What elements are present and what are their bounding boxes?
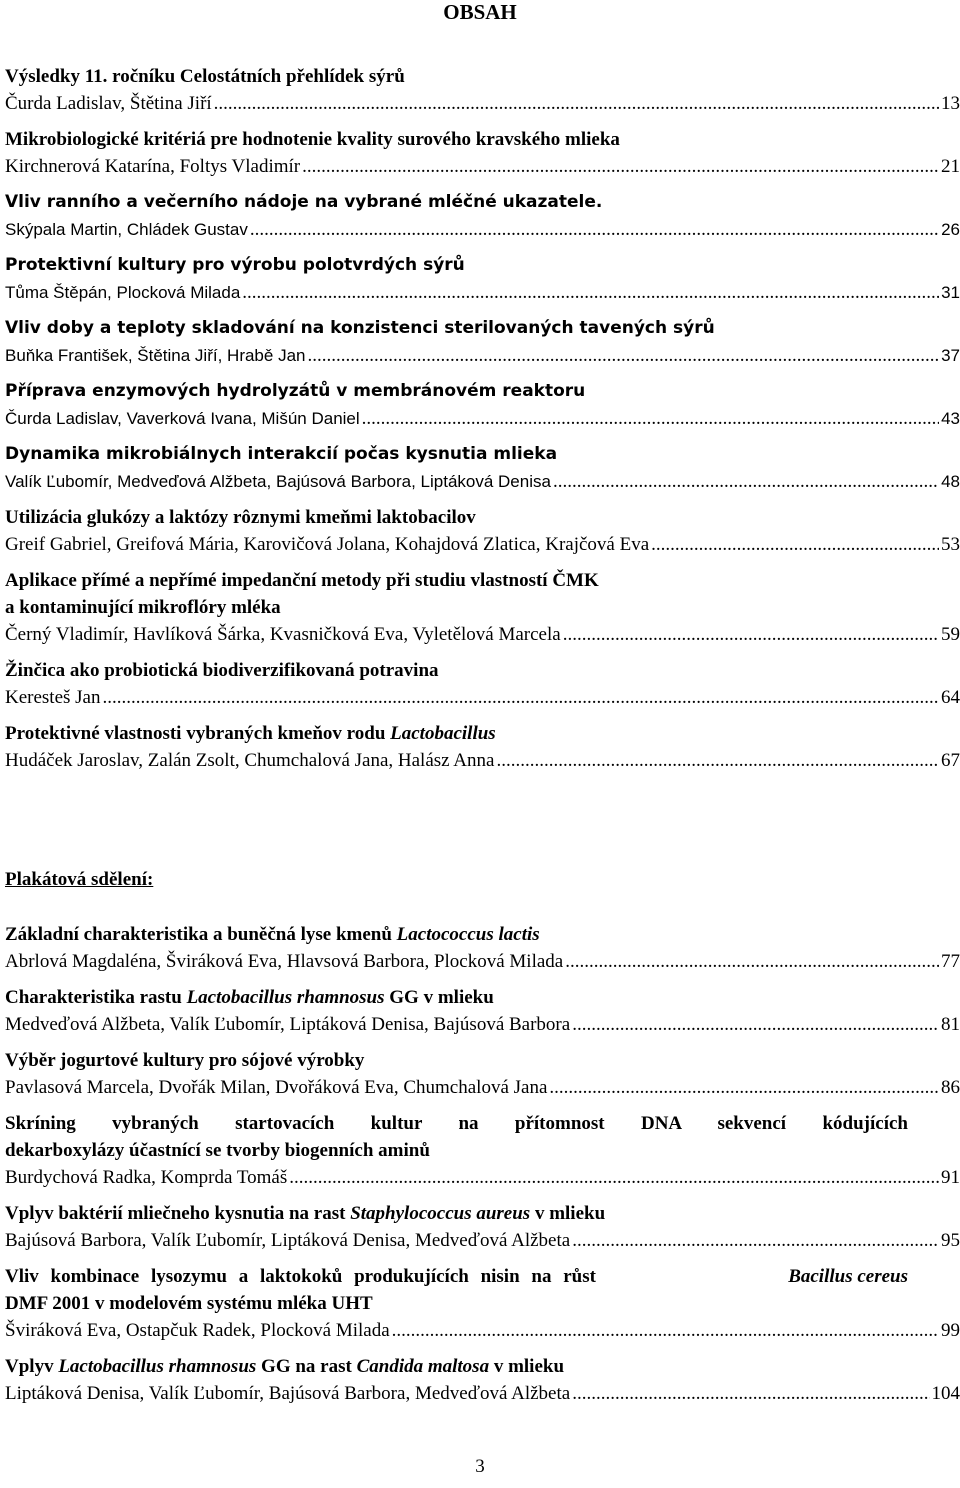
dot-leader [651, 531, 939, 558]
entry-line [5, 1164, 960, 1191]
entry-title-italic: Lactococcus lactis [396, 924, 540, 945]
entry-title [5, 1200, 960, 1227]
dot-leader [250, 216, 939, 243]
dot-leader [496, 747, 939, 774]
entry-title-line2: DMF 2001 v modelovém systému mléka UHT [5, 1293, 373, 1314]
entry-title-italic: Bacillus cereus [788, 1266, 908, 1287]
entry-title-text: Protektivné vlastnosti vybraných kmeňov rodu [5, 723, 391, 744]
entry-page: 91 [941, 1167, 960, 1188]
toc-entry [5, 567, 960, 648]
dot-leader [392, 1317, 939, 1344]
dot-leader [563, 621, 939, 648]
toc-entry [5, 720, 960, 774]
toc-entry [5, 189, 960, 243]
entry-page: 37 [941, 346, 960, 365]
entry-title: Žinčica ako probiotická biodiverzifikovaná potravina [5, 660, 439, 681]
entry-title-text-mid: GG na rast [256, 1356, 357, 1377]
entry-title-italic-2: Candida maltosa [356, 1356, 490, 1377]
entry-line [5, 405, 960, 432]
entry-title-text-end: v mlieku [489, 1356, 565, 1377]
entry-line [5, 747, 960, 774]
entry-authors: Burdychová Radka, Komprda Tomáš [5, 1167, 288, 1188]
entry-authors: Hudáček Jaroslav, Zalán Zsolt, Chumchalová Jana, Halász Anna [5, 750, 495, 771]
entry-line [5, 153, 960, 180]
entry-authors: Medveďová Alžbeta, Valík Ľubomír, Liptáková Denisa, Bajúsová Barbora [5, 1014, 571, 1035]
toc-entry [5, 984, 960, 1038]
entry-line [5, 468, 960, 495]
entry-authors: Čurda Ladislav, Štětina Jiří [5, 93, 212, 114]
toc-entry [5, 1263, 960, 1344]
entry-line [5, 1011, 960, 1038]
entry-page: 31 [941, 283, 960, 302]
toc-entry [5, 441, 960, 495]
entry-page: 81 [941, 1014, 960, 1035]
entry-title [5, 720, 960, 747]
entry-title [5, 984, 960, 1011]
entry-title-line2: a kontaminující mikroflóry mléka [5, 597, 281, 618]
entry-page: 48 [941, 472, 960, 491]
entry-line [5, 279, 960, 306]
entry-title: Výběr jogurtové kultury pro sójové výrobky [5, 1050, 365, 1071]
dot-leader [549, 1074, 939, 1101]
entry-line [5, 1380, 960, 1407]
entry-authors: Greif Gabriel, Greifová Mária, Karovičová Jolana, Kohajdová Zlatica, Krajčová Eva [5, 534, 650, 555]
toc-entry [5, 1110, 960, 1191]
dot-leader [242, 279, 939, 306]
toc-entry [5, 504, 960, 558]
dot-leader [214, 90, 939, 117]
entry-authors: Kirchnerová Katarína, Foltys Vladimír [5, 156, 301, 177]
entry-line [5, 531, 960, 558]
entry-page: 43 [941, 409, 960, 428]
section-heading-posters: Plakátová sdělení: [5, 869, 154, 890]
entry-line [5, 948, 960, 975]
entry-title-italic: Lactobacillus rhamnosus [58, 1356, 257, 1377]
entry-title-text: Vliv kombinace lysozymu a laktokoků produkujících nisin na růst [5, 1266, 596, 1287]
dot-leader [572, 1380, 929, 1407]
entry-title-text: Vplyv baktérií mliečneho kysnutia na rast [5, 1203, 351, 1224]
dot-leader [572, 1011, 939, 1038]
entry-page: 26 [941, 220, 960, 239]
entry-page: 99 [941, 1320, 960, 1341]
entry-authors: Buňka František, Štětina Jiří, Hrabě Jan [5, 346, 306, 365]
toc-entry [5, 252, 960, 306]
dot-leader [302, 153, 939, 180]
entry-title-line2: dekarboxylázy účastnící se tvorby biogenních aminů [5, 1140, 430, 1161]
entry-title: Vliv doby a teploty skladování na konzistenci sterilovaných tavených sýrů [5, 318, 715, 338]
dot-leader [289, 1164, 939, 1191]
entry-authors: Pavlasová Marcela, Dvořák Milan, Dvořáková Eva, Chumchalová Jana [5, 1077, 548, 1098]
dot-leader [572, 1227, 939, 1254]
entry-page: 59 [941, 624, 960, 645]
table-of-contents-posters [5, 921, 960, 1416]
entry-page: 21 [941, 156, 960, 177]
entry-title: Aplikace přímé a nepřímé impedanční metody při studiu vlastností ČMK [5, 570, 599, 591]
dot-leader [103, 684, 940, 711]
entry-title-text: Charakteristika rastu [5, 987, 187, 1008]
page-number: 3 [475, 1456, 485, 1477]
dot-leader [553, 468, 939, 495]
entry-title-text-end: v mlieku [530, 1203, 606, 1224]
entry-line [5, 1317, 960, 1344]
entry-title: Vliv ranního a večerního nádoje na vybrané mléčné ukazatele. [5, 192, 603, 212]
toc-entry [5, 1353, 960, 1407]
entry-title-text-end: GG v mlieku [384, 987, 494, 1008]
entry-page: 95 [941, 1230, 960, 1251]
toc-entry [5, 1047, 960, 1101]
entry-title: Výsledky 11. ročníku Celostátních přehlídek sýrů [5, 66, 405, 87]
entry-line [5, 684, 960, 711]
entry-authors: Keresteš Jan [5, 687, 101, 708]
toc-entry [5, 315, 960, 369]
entry-line [5, 342, 960, 369]
entry-title [5, 921, 960, 948]
entry-authors: Bajúsová Barbora, Valík Ľubomír, Liptáková Denisa, Medveďová Alžbeta [5, 1230, 571, 1251]
entry-title [5, 1353, 960, 1380]
entry-title: Utilizácia glukózy a laktózy rôznymi kmeňmi laktobacilov [5, 507, 476, 528]
entry-authors: Valík Ľubomír, Medveďová Alžbeta, Bajúsová Barbora, Liptáková Denisa [5, 472, 551, 491]
entry-title: Mikrobiologické kritériá pre hodnotenie kvality surového kravského mlieka [5, 129, 620, 150]
entry-title-italic: Lactobacillus [390, 723, 496, 744]
entry-line [5, 1227, 960, 1254]
entry-line [5, 621, 960, 648]
entry-page: 64 [941, 687, 960, 708]
entry-page: 53 [941, 534, 960, 555]
entry-page: 13 [941, 93, 960, 114]
entry-authors: Liptáková Denisa, Valík Ľubomír, Bajúsová Barbora, Medveďová Alžbeta [5, 1383, 571, 1404]
entry-authors: Skýpala Martin, Chládek Gustav [5, 220, 248, 239]
entry-title: Dynamika mikrobiálnych interakcií počas kysnutia mlieka [5, 444, 558, 464]
entry-page: 67 [941, 750, 960, 771]
entry-title-text: Základní charakteristika a buněčná lyse kmenů [5, 924, 397, 945]
page-title: OBSAH [443, 0, 517, 24]
dot-leader [362, 405, 939, 432]
entry-title-text: Vplyv [5, 1356, 59, 1377]
toc-entry [5, 126, 960, 180]
dot-leader [565, 948, 939, 975]
dot-leader [307, 342, 939, 369]
entry-authors: Čurda Ladislav, Vaverková Ivana, Mišún Daniel [5, 409, 360, 428]
toc-entry [5, 1200, 960, 1254]
toc-entry [5, 657, 960, 711]
toc-entry [5, 378, 960, 432]
entry-page: 86 [941, 1077, 960, 1098]
entry-authors: Šviráková Eva, Ostapčuk Radek, Plocková Milada [5, 1320, 390, 1341]
entry-page: 77 [941, 951, 960, 972]
entry-title: Protektivní kultury pro výrobu polotvrdých sýrů [5, 255, 465, 275]
entry-title-italic: Lactobacillus rhamnosus [186, 987, 385, 1008]
entry-line [5, 1074, 960, 1101]
entry-line [5, 90, 960, 117]
entry-title: Příprava enzymových hydrolyzátů v membránovém reaktoru [5, 381, 586, 401]
table-of-contents [5, 63, 960, 783]
entry-line [5, 216, 960, 243]
toc-entry [5, 63, 960, 117]
entry-page: 104 [931, 1383, 960, 1404]
entry-title [5, 1263, 960, 1290]
entry-authors: Abrlová Magdaléna, Šviráková Eva, Hlavsová Barbora, Plocková Milada [5, 951, 564, 972]
toc-entry [5, 921, 960, 975]
entry-title: Skríning vybraných startovacích kultur na přítomnost DNA sekvencí kódujících [5, 1113, 908, 1134]
entry-authors: Černý Vladimír, Havlíková Šárka, Kvasničková Eva, Vyletělová Marcela [5, 624, 561, 645]
entry-title-italic: Staphylococcus aureus [350, 1203, 531, 1224]
entry-authors: Tůma Štěpán, Plocková Milada [5, 283, 241, 302]
